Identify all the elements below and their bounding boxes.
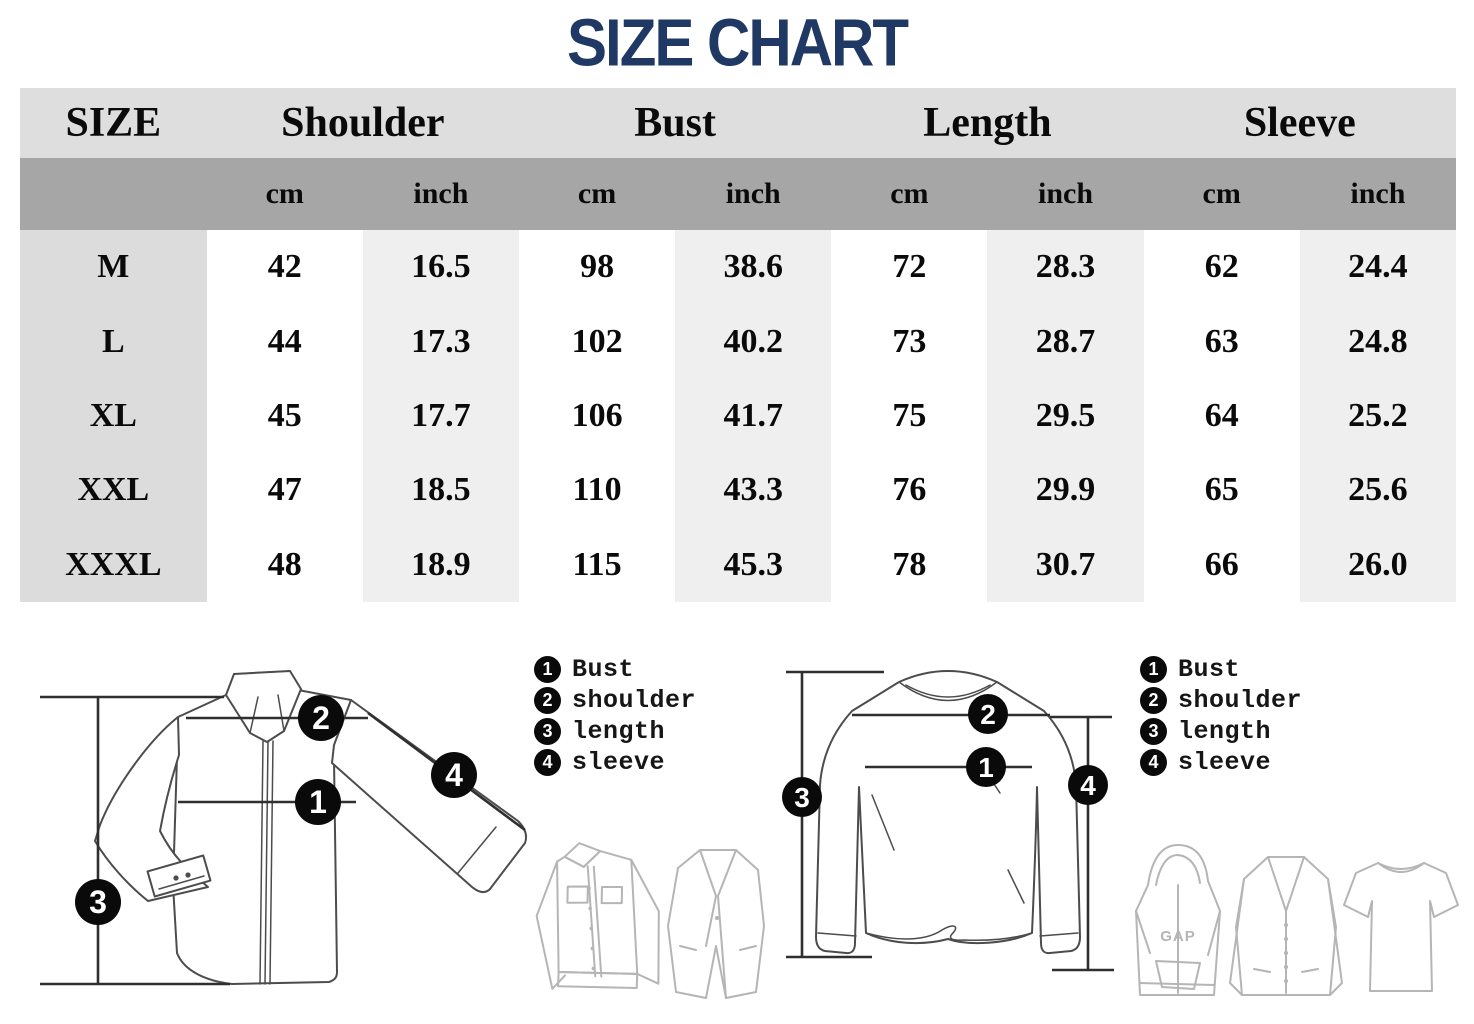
size-cell: XXL xyxy=(20,453,207,527)
size-cell: XXXL xyxy=(20,528,207,602)
shirt-right-sleeve xyxy=(332,700,526,892)
value-cell: 64 xyxy=(1144,379,1300,453)
unit-header: cm xyxy=(1144,158,1300,230)
legend-label: Bust xyxy=(1178,655,1241,684)
legend-item xyxy=(1140,749,1302,776)
garment-sketches-left xyxy=(520,826,775,1021)
col-header-bust: Bust xyxy=(519,88,831,158)
shirt-badge-4 xyxy=(431,752,477,798)
unit-header: inch xyxy=(1300,158,1456,230)
page-title-wrap xyxy=(0,4,1474,81)
value-cell: 24.4 xyxy=(1300,230,1456,304)
sweater-badge-2 xyxy=(968,694,1008,734)
legend-item xyxy=(1140,718,1302,745)
shirt-badge-3 xyxy=(75,879,121,925)
sweater-badge-1 xyxy=(966,747,1006,787)
unit-header: cm xyxy=(207,158,363,230)
value-cell: 25.2 xyxy=(1300,379,1456,453)
value-cell: 29.5 xyxy=(987,379,1143,453)
value-cell: 44 xyxy=(207,304,363,378)
value-cell: 28.3 xyxy=(987,230,1143,304)
value-cell: 110 xyxy=(519,453,675,527)
value-cell: 66 xyxy=(1144,528,1300,602)
sweater-outline xyxy=(816,671,1080,953)
legend-number-badge: 2 xyxy=(534,687,561,714)
legend-item xyxy=(534,656,696,683)
value-cell: 24.8 xyxy=(1300,304,1456,378)
legend-number-badge: 3 xyxy=(534,718,561,745)
hoodie-logo-text: GAP xyxy=(1160,928,1196,945)
value-cell: 62 xyxy=(1144,230,1300,304)
legend-item xyxy=(534,749,696,776)
value-cell: 45 xyxy=(207,379,363,453)
value-cell: 38.6 xyxy=(675,230,831,304)
legend-number-badge: 1 xyxy=(1140,656,1167,683)
value-cell: 29.9 xyxy=(987,453,1143,527)
measure-legend-left xyxy=(534,656,696,776)
table-unit-header-row xyxy=(20,158,1456,230)
value-cell: 26.0 xyxy=(1300,528,1456,602)
table-row xyxy=(20,453,1456,527)
value-cell: 45.3 xyxy=(675,528,831,602)
table-group-header-row xyxy=(20,88,1456,158)
blazer-icon xyxy=(668,850,764,998)
legend-number-badge: 2 xyxy=(1140,687,1167,714)
dress-shirt-measurement-diagram xyxy=(38,645,543,1017)
table-row xyxy=(20,379,1456,453)
denim-jacket-icon xyxy=(530,836,667,998)
value-cell: 18.9 xyxy=(363,528,519,602)
svg-text:3: 3 xyxy=(794,782,810,813)
cardigan-icon xyxy=(1230,857,1342,995)
size-table xyxy=(20,88,1456,602)
size-cell: XL xyxy=(20,379,207,453)
value-cell: 63 xyxy=(1144,304,1300,378)
legend-label: shoulder xyxy=(1178,686,1303,715)
legend-item xyxy=(1140,687,1302,714)
col-header-size: SIZE xyxy=(20,88,207,158)
svg-text:4: 4 xyxy=(1080,770,1096,801)
value-cell: 40.2 xyxy=(675,304,831,378)
legend-item xyxy=(534,718,696,745)
value-cell: 17.7 xyxy=(363,379,519,453)
value-cell: 75 xyxy=(831,379,987,453)
legend-number-badge: 1 xyxy=(534,656,561,683)
value-cell: 28.7 xyxy=(987,304,1143,378)
value-cell: 76 xyxy=(831,453,987,527)
value-cell: 16.5 xyxy=(363,230,519,304)
unit-header: inch xyxy=(675,158,831,230)
col-header-sleeve: Sleeve xyxy=(1144,88,1456,158)
unit-header: inch xyxy=(987,158,1143,230)
legend-number-badge: 4 xyxy=(534,749,561,776)
value-cell: 73 xyxy=(831,304,987,378)
svg-text:2: 2 xyxy=(312,700,330,736)
unit-header-empty xyxy=(20,158,207,230)
garment-sketches-right xyxy=(1116,833,1466,1018)
shirt-badge-1 xyxy=(295,779,341,825)
svg-text:1: 1 xyxy=(978,752,994,783)
col-header-length: Length xyxy=(831,88,1143,158)
legend-label: sleeve xyxy=(1178,748,1272,777)
value-cell: 47 xyxy=(207,453,363,527)
value-cell: 106 xyxy=(519,379,675,453)
legend-label: length xyxy=(1178,717,1272,746)
value-cell: 98 xyxy=(519,230,675,304)
value-cell: 102 xyxy=(519,304,675,378)
value-cell: 42 xyxy=(207,230,363,304)
legend-number-badge: 4 xyxy=(1140,749,1167,776)
page-title: SIZE CHART xyxy=(567,5,907,81)
value-cell: 41.7 xyxy=(675,379,831,453)
value-cell: 17.3 xyxy=(363,304,519,378)
value-cell: 78 xyxy=(831,528,987,602)
sweater-measurement-diagram xyxy=(772,645,1122,1017)
value-cell: 72 xyxy=(831,230,987,304)
tshirt-icon xyxy=(1344,863,1458,991)
unit-header: cm xyxy=(519,158,675,230)
col-header-shoulder: Shoulder xyxy=(207,88,519,158)
svg-text:4: 4 xyxy=(445,757,463,793)
value-cell: 65 xyxy=(1144,453,1300,527)
hoodie-icon xyxy=(1136,845,1220,995)
value-cell: 115 xyxy=(519,528,675,602)
unit-header: cm xyxy=(831,158,987,230)
size-cell: M xyxy=(20,230,207,304)
unit-header: inch xyxy=(363,158,519,230)
value-cell: 30.7 xyxy=(987,528,1143,602)
sweater-badge-4 xyxy=(1068,765,1108,805)
size-table-body xyxy=(20,230,1456,602)
value-cell: 25.6 xyxy=(1300,453,1456,527)
svg-text:1: 1 xyxy=(309,784,327,820)
value-cell: 18.5 xyxy=(363,453,519,527)
shirt-badge-2 xyxy=(298,695,344,741)
value-cell: 48 xyxy=(207,528,363,602)
svg-text:2: 2 xyxy=(980,699,996,730)
legend-number-badge: 3 xyxy=(1140,718,1167,745)
legend-label: sleeve xyxy=(572,748,666,777)
svg-text:3: 3 xyxy=(89,884,107,920)
size-cell: L xyxy=(20,304,207,378)
legend-item xyxy=(534,687,696,714)
legend-item xyxy=(1140,656,1302,683)
table-row xyxy=(20,230,1456,304)
value-cell: 43.3 xyxy=(675,453,831,527)
legend-label: length xyxy=(572,717,666,746)
table-row xyxy=(20,304,1456,378)
table-row xyxy=(20,528,1456,602)
legend-label: Bust xyxy=(572,655,635,684)
legend-label: shoulder xyxy=(572,686,697,715)
measure-legend-right xyxy=(1140,656,1302,776)
sweater-badge-3 xyxy=(782,777,822,817)
